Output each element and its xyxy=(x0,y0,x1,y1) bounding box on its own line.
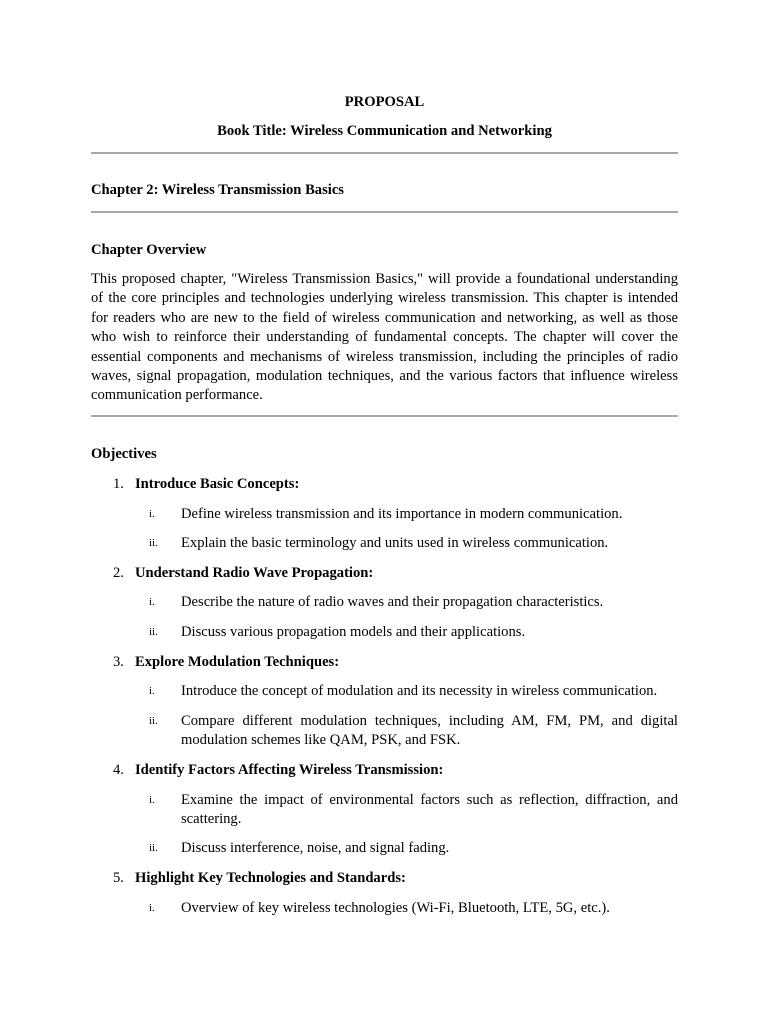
sub-objective-number: i. xyxy=(149,685,155,697)
sub-objective-text: Discuss interference, noise, and signal fading. xyxy=(181,840,450,856)
sub-objective-number: i. xyxy=(149,794,155,806)
book-title: Book Title: Wireless Communication and Networking xyxy=(217,123,552,139)
sub-objective-number: ii. xyxy=(149,715,158,727)
objective-label: Understand Radio Wave Propagation: xyxy=(135,565,374,581)
sub-objective-number: ii. xyxy=(149,842,158,854)
objective-number: 5. xyxy=(113,870,124,886)
objective-number: 1. xyxy=(113,476,124,492)
objectives-heading: Objectives xyxy=(91,446,157,462)
objective-number: 4. xyxy=(113,762,124,778)
objective-number: 2. xyxy=(113,565,124,581)
sub-objective-text: Discuss various propagation models and their applications. xyxy=(181,624,526,640)
sub-objective-text: Define wireless transmission and its importance in modern communication. xyxy=(181,506,623,522)
objective-number: 3. xyxy=(113,654,124,670)
divider-rule xyxy=(91,152,678,154)
sub-objective-number: ii. xyxy=(149,626,158,638)
sub-objective-text: Examine the impact of environmental factors such as reflection, diffraction, and scattering. xyxy=(181,792,678,828)
sub-objective-number: i. xyxy=(149,902,155,914)
chapter-title: Chapter 2: Wireless Transmission Basics xyxy=(91,182,344,198)
sub-objective-number: i. xyxy=(149,508,155,520)
overview-paragraph: This proposed chapter, "Wireless Transmission Basics," will provide a foundational understanding of the core principles and technologies underlying wireless transmission. This chapter is intended for readers who are new to the field of wireless communication and networking, as well as those who wish to reinforce their understanding of fundamental concepts. The chapter will cover the essential components and mechanisms of wireless transmission, including the principles of radio waves, signal propagation, modulation techniques, and the various factors that influence wireless communication performance. xyxy=(91,271,678,404)
overview-heading: Chapter Overview xyxy=(91,242,207,258)
divider-rule xyxy=(91,415,678,417)
sub-objective-number: ii. xyxy=(149,537,158,549)
sub-objective-number: i. xyxy=(149,596,155,608)
sub-objective-text: Explain the basic terminology and units used in wireless communication. xyxy=(181,535,609,551)
objective-label: Highlight Key Technologies and Standards: xyxy=(135,870,406,886)
sub-objective-text: Describe the nature of radio waves and their propagation characteristics. xyxy=(181,594,604,610)
objective-label: Explore Modulation Techniques: xyxy=(135,654,340,670)
divider-rule xyxy=(91,211,678,213)
objective-label: Identify Factors Affecting Wireless Transmission: xyxy=(135,762,444,778)
objective-label: Introduce Basic Concepts: xyxy=(135,476,300,492)
proposal-heading: PROPOSAL xyxy=(344,94,425,110)
sub-objective-text: Overview of key wireless technologies (Wi-Fi, Bluetooth, LTE, 5G, etc.). xyxy=(181,900,610,916)
sub-objective-text: Introduce the concept of modulation and its necessity in wireless communication. xyxy=(181,683,658,699)
sub-objective-text: Compare different modulation techniques, including AM, FM, PM, and digital modulation schemes like QAM, PSK, and FSK. xyxy=(181,713,678,749)
